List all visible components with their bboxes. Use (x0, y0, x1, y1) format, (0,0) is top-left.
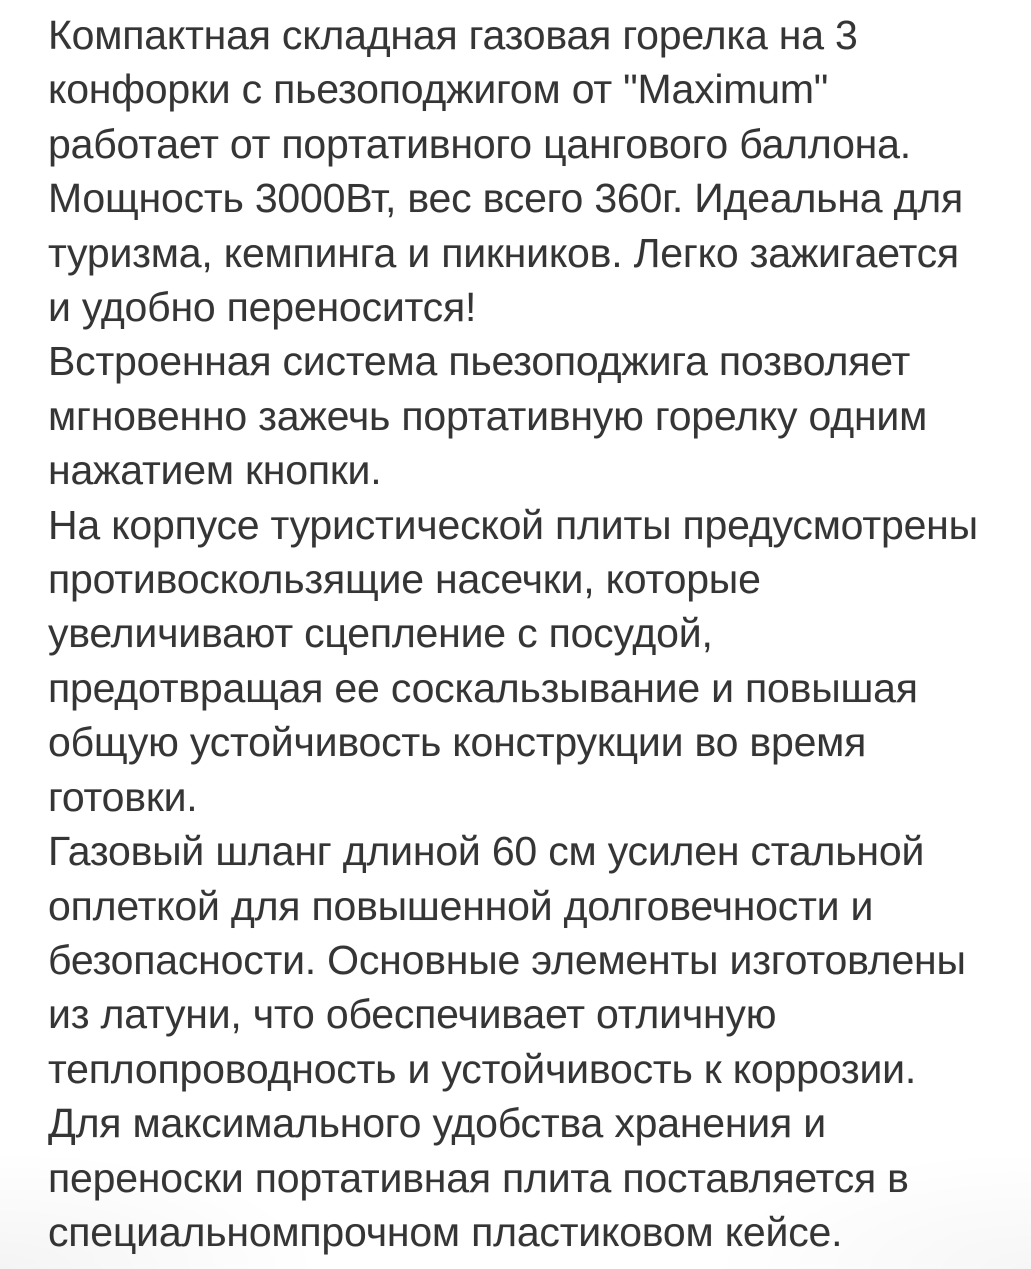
description-line: переноски портативная плита поставляется в (48, 1154, 909, 1201)
description-line: общую устойчивость конструкции во время (48, 719, 867, 766)
description-line: Встроенная система пьезоподжига позволяет (48, 338, 911, 385)
description-line: и удобно переносится! (48, 284, 477, 331)
description-line: Для максимального удобства хранения и (48, 1100, 826, 1147)
description-lines (48, 8, 1031, 1259)
description-line: Компактная складная газовая горелка на 3 (48, 12, 858, 58)
description-line: На корпусе туристической плиты предусмотрены (48, 501, 978, 548)
description-line: нажатием кнопки. (48, 447, 382, 494)
description-line: безопасности. Основные элементы изготовлены (48, 936, 966, 983)
description-line: Мощность 3000Вт, вес всего 360г. Идеальна для (48, 175, 964, 222)
description-line: туризма, кемпинга и пикников. Легко зажигается (48, 229, 959, 276)
description-line: Газовый шланг длиной 60 см усилен стальной (48, 828, 925, 875)
description-line: мгновенно зажечь портативную горелку одним (48, 392, 928, 439)
description-line: из латуни, что обеспечивает отличную (48, 991, 777, 1038)
description-line: конфорки с пьезоподжигом от "Maximum" (48, 66, 829, 113)
description-line: теплопроводность и устойчивость к коррозии. (48, 1045, 917, 1092)
product-description (48, 8, 1031, 1259)
description-line: увеличивают сцепление с посудой, (48, 610, 713, 657)
description-line: оплеткой для повышенной долговечности и (48, 882, 874, 929)
description-line: противоскользящие насечки, которые (48, 556, 761, 603)
description-line: предотвращая ее соскальзывание и повышая (48, 664, 918, 711)
description-line: специальномпрочном пластиковом кейсе. (48, 1208, 843, 1255)
description-line: готовки. (48, 773, 198, 820)
description-line: работает от портативного цангового баллона. (48, 120, 911, 167)
